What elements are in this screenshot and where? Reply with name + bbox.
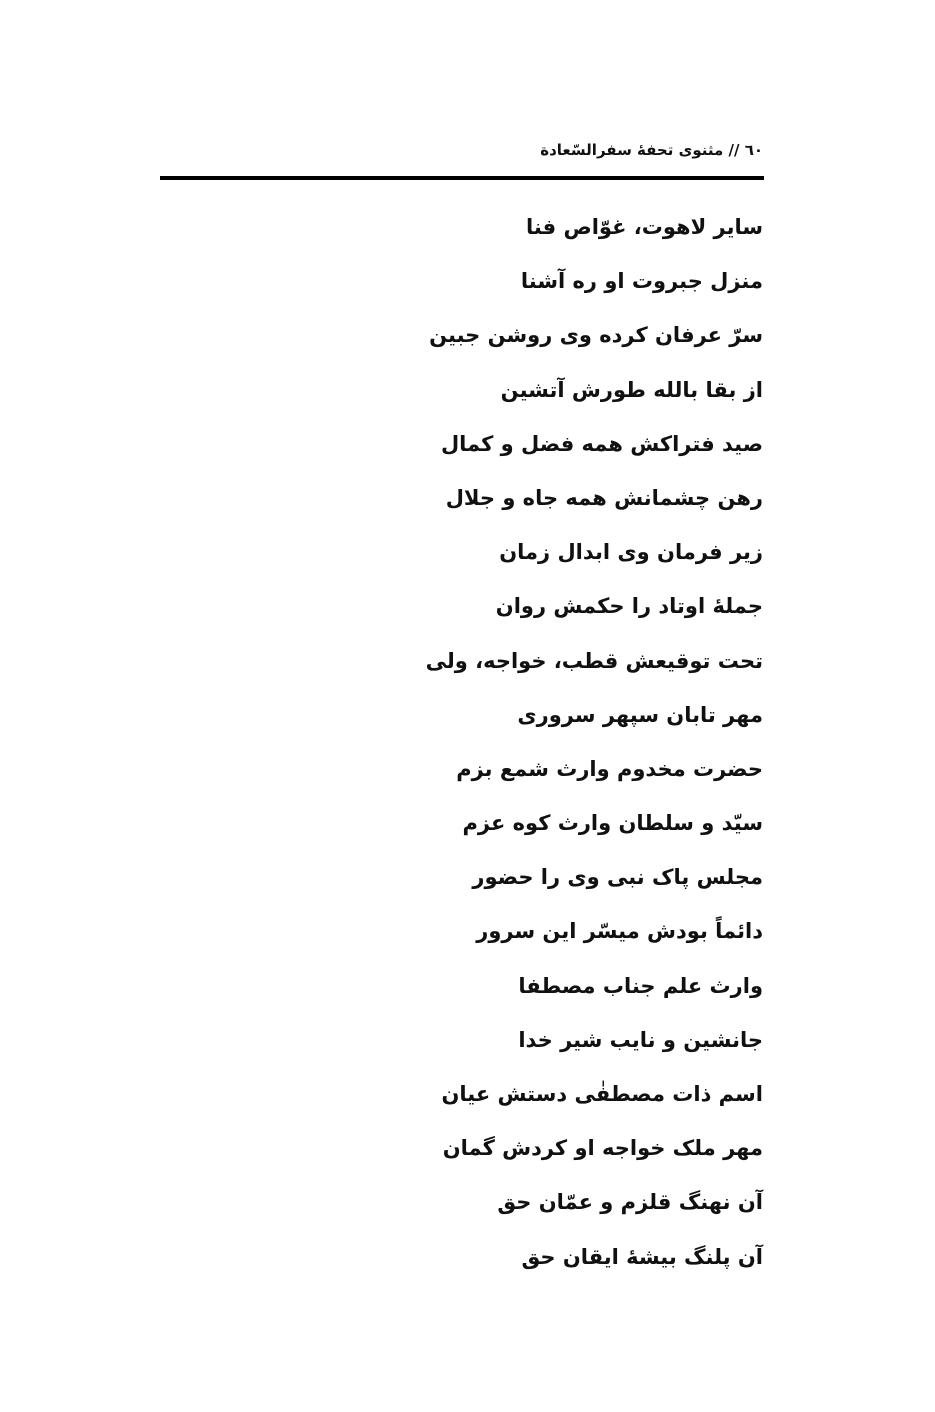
verse-line: سرّ عرفان کرده وی روشن جبین (429, 323, 763, 348)
verse-line: تحت توقیعش قطب، خواجه، ولی (425, 648, 763, 673)
verse-line: مهر ملک خواجه او کردش گمان (442, 1136, 763, 1161)
verse-line: اسم ذات مصطفٰی دستش عیان (441, 1082, 763, 1106)
verse-line: دائماً بودش میسّر این سرور (476, 919, 763, 944)
verse-line: وارث علم جناب مصطفا (518, 973, 763, 998)
verse-line: مهر تابان سپهر سروری (517, 702, 763, 727)
verse-line: جملهٔ اوتاد را حکمش روان (495, 594, 763, 619)
verse-line: رهن چشمانش همه جاه و جلال (445, 485, 763, 510)
verse-line: آن نهنگ قلزم و عمّان حق (497, 1190, 763, 1215)
verse-line: زیر فرمان وی ابدال زمان (499, 540, 763, 565)
running-header: ٦٠ // مثنوی تحفهٔ سفرالسّعادة (540, 141, 763, 159)
verse-line: جانشین و نایب شیر خدا (518, 1027, 763, 1052)
verse-list (163, 200, 763, 1284)
verse-line: آن پلنگ بیشهٔ ایقان حق (521, 1244, 763, 1269)
verse-line: صید فتراکش همه فضل و کمال (440, 431, 763, 456)
verse-line: از بقا بالله طورش آتشین (500, 377, 763, 402)
verse-line: سیّد و سلطان وارث کوه عزم (462, 811, 763, 836)
verse-line: سایر لاهوت، غوّاص فنا (525, 215, 763, 239)
verse-line: حضرت مخدوم وارث شمع بزم (456, 756, 763, 781)
header-rule (160, 176, 764, 180)
verse-line: منزل جبروت او ره آشنا (520, 269, 763, 294)
verse-line: مجلس پاک نبی وی را حضور (472, 865, 763, 890)
